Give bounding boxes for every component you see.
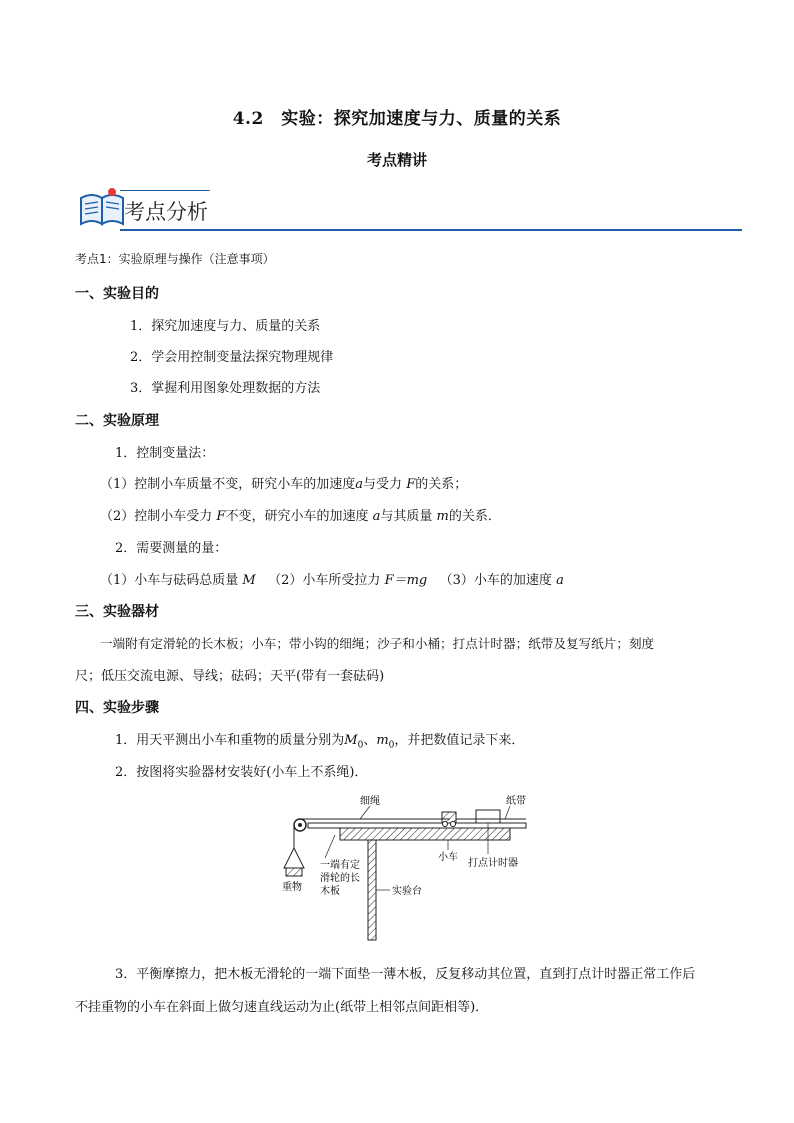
label-board-1: 一端有定 bbox=[320, 860, 360, 871]
page-title: 4.2 实验：探究加速度与力、质量的关系 bbox=[232, 109, 562, 129]
section-1-heading: 一、实验目的 bbox=[75, 286, 159, 302]
page-subtitle: 考点精讲 bbox=[366, 151, 427, 169]
label-table: 实验台 bbox=[392, 886, 422, 897]
kaodian-heading: 考点1：实验原理与操作（注意事项） bbox=[75, 252, 275, 266]
s1-item-2: 2．学会用控制变量法探究物理规律 bbox=[130, 350, 334, 365]
section-4-heading: 四、实验步骤 bbox=[75, 700, 159, 716]
apparatus-diagram bbox=[280, 790, 530, 950]
s2-line-3: （2）控制小车受力 F不变，研究小车的加速度 a与其质量 m的关系． bbox=[100, 509, 501, 524]
s1-item-1: 1．探究加速度与力、质量的关系 bbox=[130, 319, 321, 334]
label-board-3: 木板 bbox=[320, 886, 340, 897]
s3-para-line-2: 尺；低压交流电源、导线；砝码；天平(带有一套砝码) bbox=[75, 669, 385, 684]
s1-item-3: 3．掌握利用图象处理数据的方法 bbox=[130, 381, 321, 396]
label-board-2: 滑轮的长 bbox=[320, 873, 360, 884]
section-2-heading: 二、实验原理 bbox=[75, 413, 159, 429]
label-tape: 纸带 bbox=[506, 796, 526, 807]
banner-label: 考点分析 bbox=[124, 200, 208, 224]
s2-line-4: 2．需要测量的量： bbox=[115, 541, 228, 556]
s3-para-line-1: 一端附有定滑轮的长木板；小车；带小钩的细绳；沙子和小桶；打点计时器；纸带及复写纸片；刻度 bbox=[100, 636, 655, 651]
label-cart: 小车 bbox=[438, 852, 458, 863]
s2-line-5: （1）小车与砝码总质量 M （2）小车所受拉力 F＝mg （3）小车的加速度 a bbox=[100, 573, 564, 588]
section-3-heading: 三、实验器材 bbox=[75, 604, 159, 620]
label-rope: 细绳 bbox=[360, 796, 380, 807]
s4-line-3a: 3．平衡摩擦力，把木板无滑轮的一端下面垫一薄木板，反复移动其位置，直到打点计时器正常工作后 bbox=[115, 967, 696, 982]
label-timer: 打点计时器 bbox=[468, 858, 518, 869]
s2-line-2: （1）控制小车质量不变，研究小车的加速度a与受力 F的关系； bbox=[100, 477, 468, 492]
s4-line-2: 2．按图将实验器材安装好(小车上不系绳)． bbox=[115, 765, 368, 780]
banner-rule bbox=[120, 229, 742, 231]
label-weight: 重物 bbox=[282, 882, 302, 893]
book-icon bbox=[78, 186, 128, 230]
s4-line-1: 1．用天平测出小车和重物的质量分别为$M_0$、$m_0$，并把数值记录下来． bbox=[115, 733, 525, 751]
s2-line-1: 1．控制变量法： bbox=[115, 446, 215, 461]
s4-line-3b: 不挂重物的小车在斜面上做匀速直线运动为止(纸带上相邻点间距相等)． bbox=[75, 1000, 489, 1015]
banner-top-rule bbox=[120, 190, 210, 191]
